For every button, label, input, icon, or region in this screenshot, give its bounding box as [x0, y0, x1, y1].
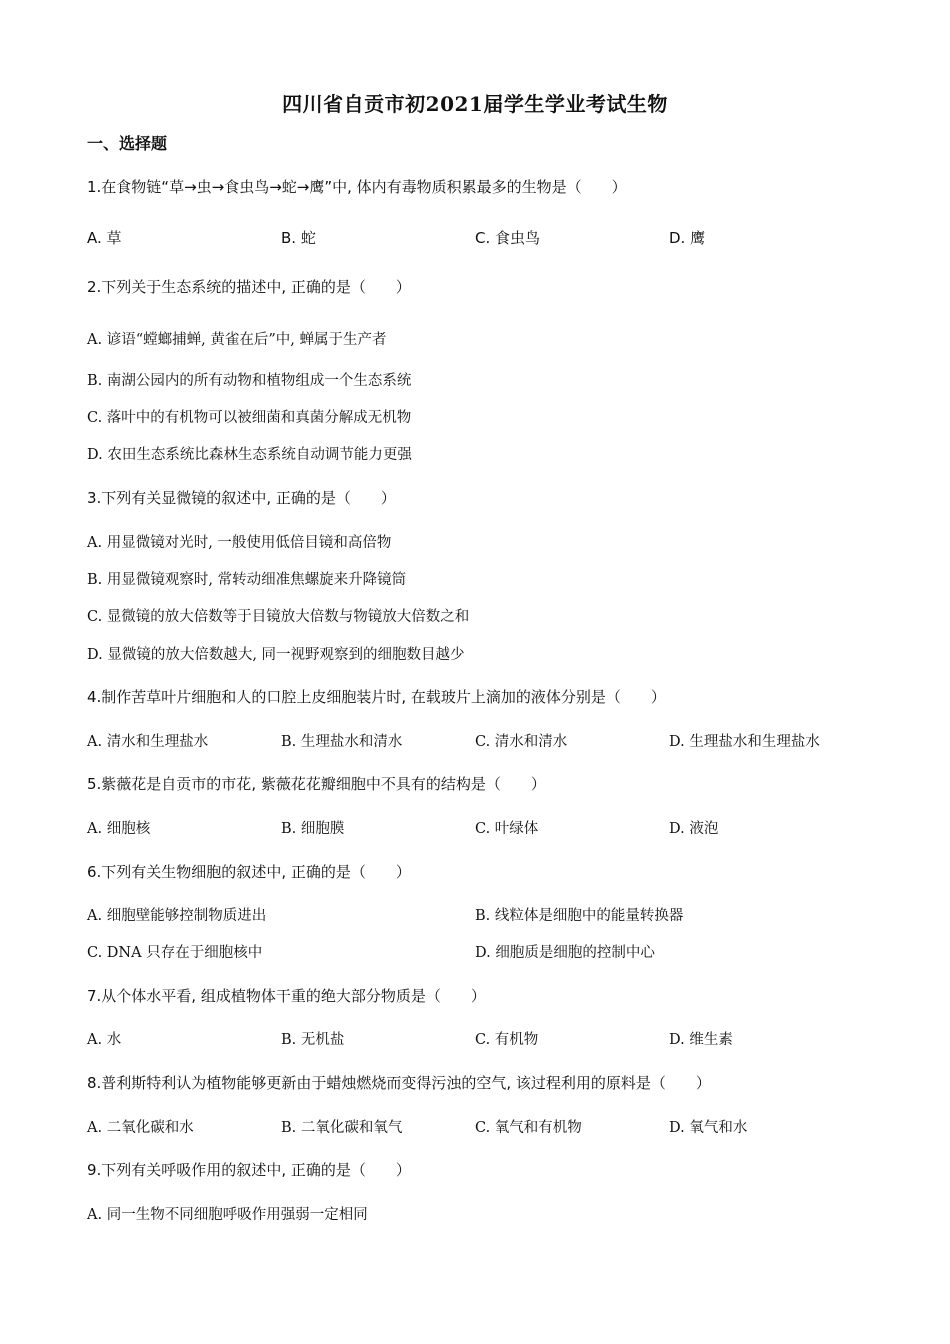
option-5b: B. 细胞膜	[281, 821, 345, 837]
option-9a: A. 同一生物不同细胞呼吸作用强弱一定相同	[87, 1207, 368, 1223]
option-1d: D. 鹰	[669, 229, 706, 247]
option-8b: B. 二氧化碳和氧气	[281, 1120, 403, 1136]
question-5: 5.紫薇花是自贡市的市花, 紫薇花花瓣细胞中不具有的结构是（ ）	[87, 775, 546, 793]
question-6: 6.下列有关生物细胞的叙述中, 正确的是（ ）	[87, 863, 411, 881]
option-7b: B. 无机盐	[281, 1032, 345, 1048]
option-1b: B. 蛇	[281, 229, 316, 247]
option-3d: D. 显微镜的放大倍数越大, 同一视野观察到的细胞数目越少	[87, 647, 465, 663]
option-4d: D. 生理盐水和生理盐水	[669, 734, 820, 750]
option-1a: A. 草	[87, 229, 122, 247]
option-7c: C. 有机物	[475, 1032, 539, 1048]
option-4a: A. 清水和生理盐水	[87, 734, 209, 750]
option-6a: A. 细胞壁能够控制物质进出	[87, 908, 267, 924]
option-5a: A. 细胞核	[87, 821, 151, 837]
option-5c: C. 叶绿体	[475, 821, 539, 837]
option-5d: D. 液泡	[669, 821, 719, 837]
option-4b: B. 生理盐水和清水	[281, 734, 403, 750]
question-9: 9.下列有关呼吸作用的叙述中, 正确的是（ ）	[87, 1161, 411, 1179]
option-2d: D. 农田生态系统比森林生态系统自动调节能力更强	[87, 447, 412, 463]
question-7: 7.从个体水平看, 组成植物体干重的绝大部分物质是（ ）	[87, 987, 486, 1005]
question-2: 2.下列关于生态系统的描述中, 正确的是（ ）	[87, 278, 411, 296]
option-3b: B. 用显微镜观察时, 常转动细准焦螺旋来升降镜筒	[87, 572, 407, 588]
option-6d: D. 细胞质是细胞的控制中心	[475, 945, 655, 961]
option-7d: D. 维生素	[669, 1032, 733, 1048]
section-heading: 一、选择题	[87, 134, 168, 153]
option-8a: A. 二氧化碳和水	[87, 1120, 194, 1136]
option-3a: A. 用显微镜对光时, 一般使用低倍目镜和高倍物	[87, 535, 392, 551]
option-4c: C. 清水和清水	[475, 734, 568, 750]
question-8: 8.普利斯特利认为植物能够更新由于蜡烛燃烧而变得污浊的空气, 该过程利用的原料是（ ）	[87, 1074, 711, 1092]
question-1: 1.在食物链“草→虫→食虫鸟→蛇→鹰”中, 体内有毒物质积累最多的生物是（ ）	[87, 178, 627, 196]
option-1c: C. 食虫鸟	[475, 229, 541, 247]
question-3: 3.下列有关显微镜的叙述中, 正确的是（ ）	[87, 489, 396, 507]
option-6c: C. DNA 只存在于细胞核中	[87, 945, 263, 961]
option-6b: B. 线粒体是细胞中的能量转换器	[475, 908, 684, 924]
option-8d: D. 氧气和水	[669, 1120, 748, 1136]
option-7a: A. 水	[87, 1032, 122, 1048]
option-2c: C. 落叶中的有机物可以被细菌和真菌分解成无机物	[87, 410, 412, 426]
option-8c: C. 氧气和有机物	[475, 1120, 582, 1136]
page-title: 四川省自贡市初2021届学生学业考试生物	[282, 92, 668, 116]
question-4: 4.制作苦草叶片细胞和人的口腔上皮细胞装片时, 在载玻片上滴加的液体分别是（ ）	[87, 688, 666, 706]
option-3c: C. 显微镜的放大倍数等于目镜放大倍数与物镜放大倍数之和	[87, 609, 470, 625]
option-2a: A. 谚语“螳螂捕蝉, 黄雀在后”中, 蝉属于生产者	[87, 332, 387, 348]
option-2b: B. 南湖公园内的所有动物和植物组成一个生态系统	[87, 373, 412, 389]
